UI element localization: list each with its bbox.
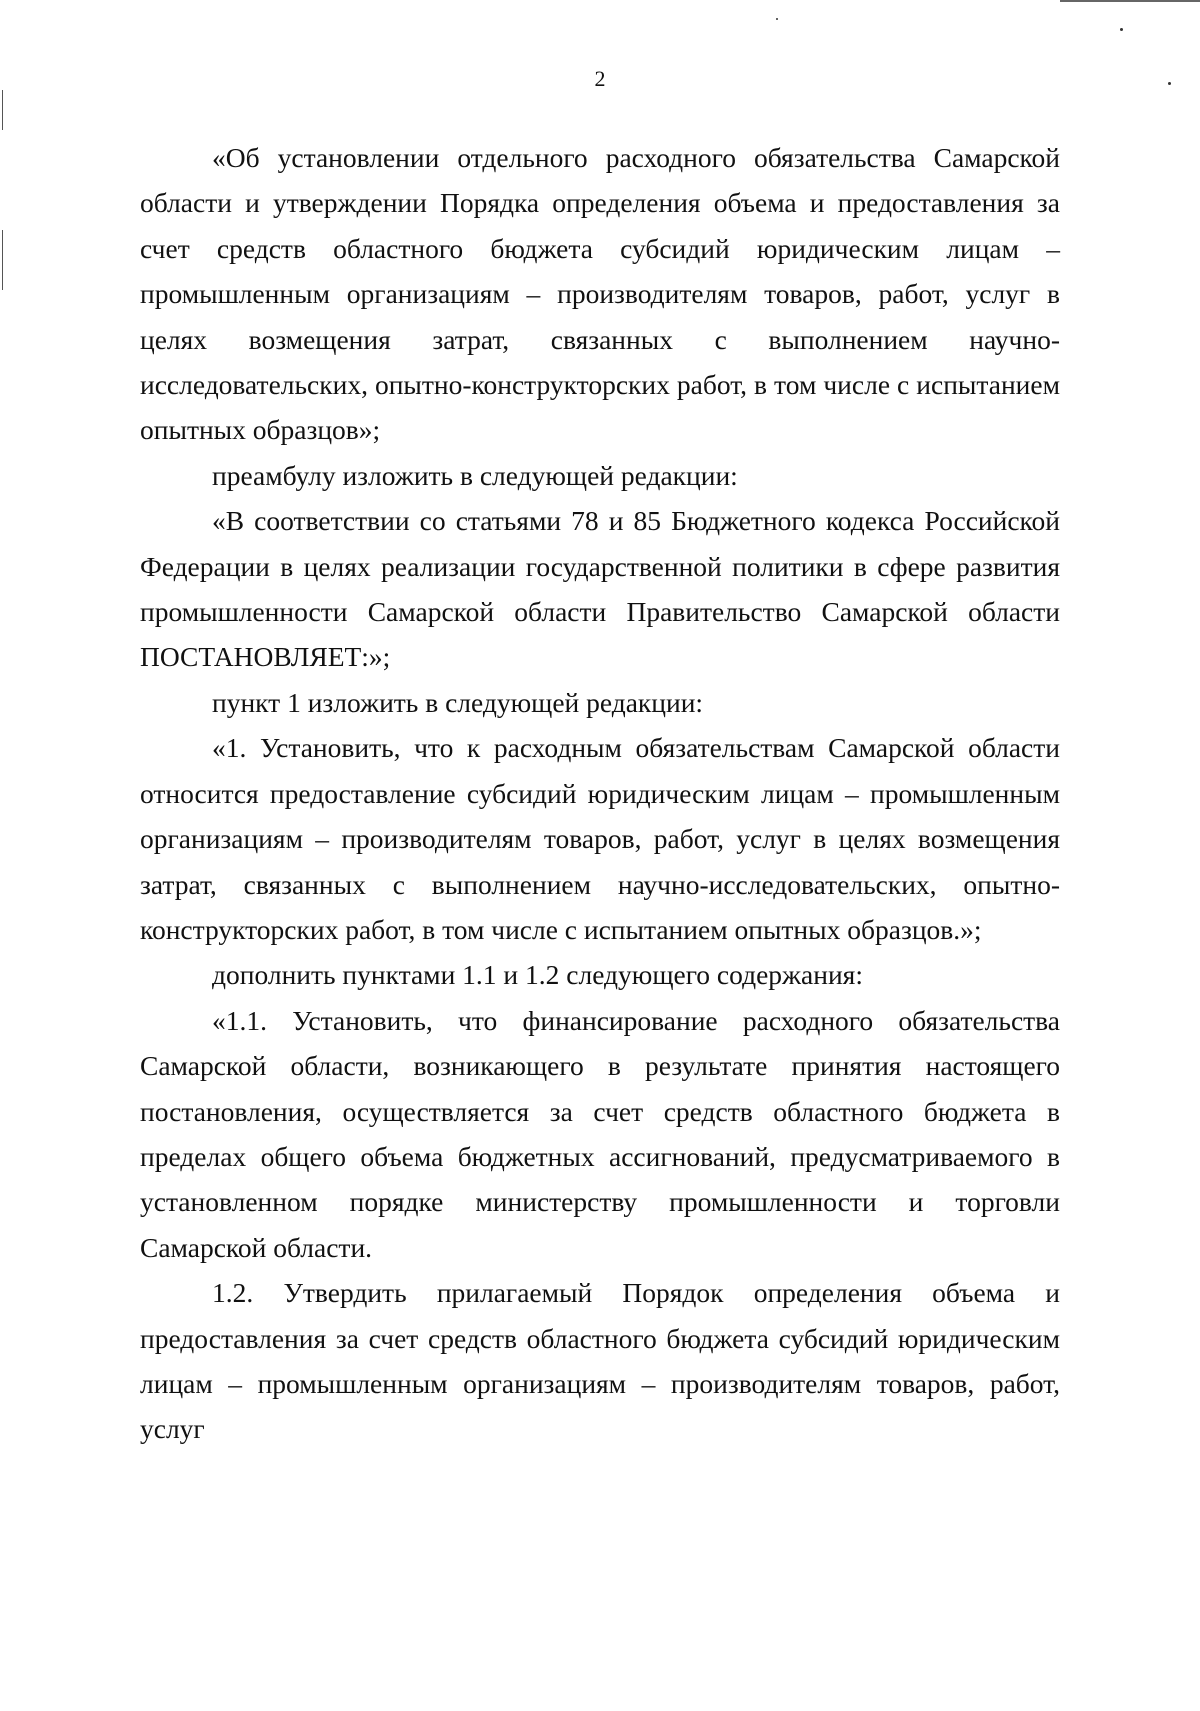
paragraph-item1-2-text: 1.2. Утвердить прилагаемый Порядок определения объема и предоставления за счет средств областного бюджета субсидий юридическим лицам – промышленным организациям – производителям товаров, работ, услуг — [140, 1277, 1060, 1445]
page-number: 2 — [594, 66, 606, 91]
paragraph-preamble-instruction: преамбулу изложить в следующей редакции: — [212, 459, 738, 491]
scan-speck — [776, 18, 778, 20]
scan-edge-mark — [2, 230, 3, 290]
paragraph-item1-1-text: «1.1. Установить, что финансирование расходного обязательства Самарской области, возникающего в результате принятия настоящего постановления, осуществляется за счет средств областного бюджета в пределах общего объема бюджетных ассигнований, предусматриваемого в установленном порядке министерству промышленности и торговли Самарской области. — [140, 1004, 1060, 1263]
paragraph-item1-text: «1. Установить, что к расходным обязательствам Самарской области относится предоставление субсидий юридическим лицам – промышленным организациям – производителям товаров, работ, услуг в целях возмещения затрат, связанных с выполнением научно-исследовательских, опытно-конструкторских работ, в том числе с испытанием опытных образцов.»; — [140, 732, 1060, 945]
scan-speck — [1120, 28, 1123, 31]
paragraph-item1-instruction: пункт 1 изложить в следующей редакции: — [212, 686, 704, 718]
scan-edge-line — [1060, 0, 1200, 2]
paragraph-title-quote: «Об установлении отдельного расходного обязательства Самарской области и утверждении Порядка определения объема и предоставления за счет средств областного бюджета субсидий юридическим лицам – промышленным организациям – производителям товаров, работ, услуг в целях возмещения затрат, связанных с выполнением научно-исследовательских, опытно-конструкторских работ, в том числе с испытанием опытных образцов»; — [140, 142, 1060, 446]
document-body — [140, 135, 1060, 1452]
paragraph-add-items-instruction: дополнить пунктами 1.1 и 1.2 следующего содержания: — [212, 959, 863, 991]
scan-edge-mark — [2, 90, 3, 130]
paragraph-preamble-text: «В соответствии со статьями 78 и 85 Бюджетного кодекса Российской Федерации в целях реализации государственной политики в сфере развития промышленности Самарской области Правительство Самарской области ПОСТАНОВЛЯЕТ:»; — [140, 505, 1060, 673]
